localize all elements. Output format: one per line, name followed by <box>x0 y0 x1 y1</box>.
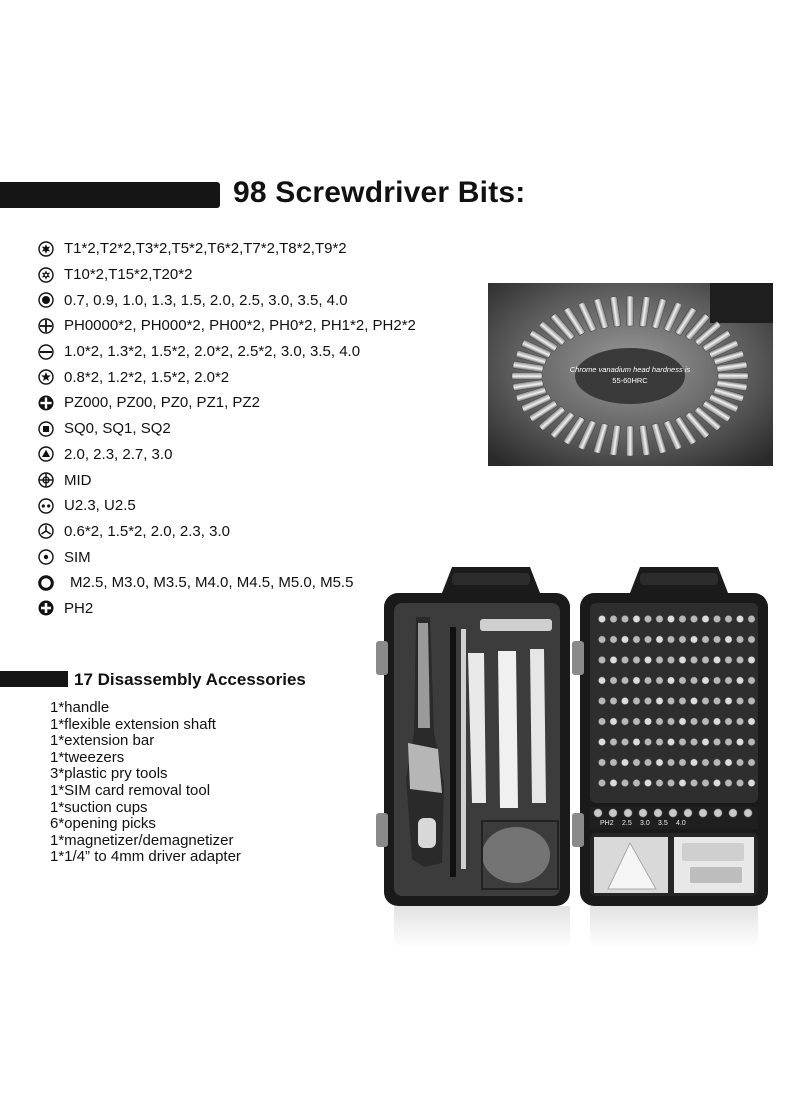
grid-bit <box>598 677 605 684</box>
tray-bit <box>744 809 752 817</box>
tray-label-4-0: 4.0 <box>676 820 686 827</box>
tray-bit <box>729 809 737 817</box>
ring-bit <box>718 373 748 380</box>
case-right-half <box>572 567 768 906</box>
grid-bit <box>610 779 617 786</box>
grid-bit <box>679 738 686 745</box>
sim-icon <box>38 549 54 565</box>
tray-bit <box>624 809 632 817</box>
list-item: 1*flexible extension shaft <box>50 715 216 733</box>
grid-bit <box>702 779 709 786</box>
grid-bit <box>736 636 743 643</box>
grid-bit <box>633 677 640 684</box>
grid-bit <box>598 738 605 745</box>
tray-bit <box>609 809 617 817</box>
list-item: 6*opening picks <box>50 815 156 833</box>
grid-bit <box>690 759 697 766</box>
grid-bit <box>598 697 605 704</box>
list-item: MID <box>38 467 416 493</box>
grid-bit <box>702 656 709 663</box>
list-item: T1*2,T2*2,T3*2,T5*2,T6*2,T7*2,T8*2,T9*2 <box>38 236 416 262</box>
grid-bit <box>748 697 755 704</box>
grid-bit <box>702 697 709 704</box>
list-item: PH2 <box>38 596 416 622</box>
bits-title: 98 Screwdriver Bits: <box>233 176 526 209</box>
list-item: 1*suction cups <box>50 798 148 816</box>
torx-hole-icon <box>38 267 54 283</box>
grid-bit <box>667 677 674 684</box>
slotted-icon <box>38 344 54 360</box>
grid-bit <box>725 677 732 684</box>
grid-bit <box>656 718 663 725</box>
grid-bit <box>690 779 697 786</box>
grid-bit <box>621 636 628 643</box>
grid-bit <box>644 697 651 704</box>
list-item: 1*extension bar <box>50 732 155 750</box>
grid-bit <box>621 779 628 786</box>
tray-bit <box>714 809 722 817</box>
tray-bit <box>594 809 602 817</box>
tray-label-3-5: 3.5 <box>658 820 668 827</box>
grid-bit <box>667 697 674 704</box>
u-type-icon <box>38 498 54 514</box>
grid-bit <box>656 677 663 684</box>
hex-icon <box>38 292 54 308</box>
grid-bit <box>713 697 720 704</box>
grid-bit <box>690 677 697 684</box>
grid-bit <box>621 718 628 725</box>
grid-bit <box>656 656 663 663</box>
hardness-caption-line1: Chrome vanadium head hardness is <box>569 365 691 374</box>
grid-bit <box>621 677 628 684</box>
list-item: 0.8*2, 1.2*2, 1.5*2, 2.0*2 <box>38 364 416 390</box>
grid-bit <box>633 759 640 766</box>
list-item: SQ0, SQ1, SQ2 <box>38 416 416 442</box>
grid-bit <box>748 656 755 663</box>
grid-bit <box>748 759 755 766</box>
grid-bit <box>679 759 686 766</box>
grid-bit <box>725 656 732 663</box>
grid-bit <box>690 656 697 663</box>
list-item: SIM <box>38 544 416 570</box>
list-item: 1*handle <box>50 699 110 716</box>
mid-icon <box>38 472 54 488</box>
grid-bit <box>736 759 743 766</box>
tray-label-ph2: PH2 <box>600 820 614 827</box>
grid-bit <box>667 615 674 622</box>
grid-bit <box>725 779 732 786</box>
pentalobe-icon <box>38 369 54 385</box>
grid-bit <box>656 697 663 704</box>
grid-bit <box>748 615 755 622</box>
accessories-title: 17 Disassembly Accessories <box>74 670 306 689</box>
grid-bit <box>725 615 732 622</box>
bits-ring-photo <box>488 283 773 466</box>
grid-bit <box>748 738 755 745</box>
grid-bit <box>667 636 674 643</box>
grid-bit <box>713 677 720 684</box>
grid-bit <box>736 615 743 622</box>
grid-bit <box>713 779 720 786</box>
grid-bit <box>633 656 640 663</box>
case-left-half <box>376 567 570 906</box>
ph2-cross-icon <box>38 600 54 616</box>
grid-bit <box>656 779 663 786</box>
list-item: 1*tweezers <box>50 748 125 766</box>
grid-bit <box>667 656 674 663</box>
grid-bit <box>644 718 651 725</box>
tray-label-2-5: 2.5 <box>622 820 632 827</box>
grid-bit <box>656 636 663 643</box>
grid-bit <box>713 718 720 725</box>
grid-bit <box>621 738 628 745</box>
grid-bit <box>621 697 628 704</box>
grid-bit <box>610 636 617 643</box>
grid-bit <box>598 759 605 766</box>
list-item: 1.0*2, 1.3*2, 1.5*2, 2.0*2, 2.5*2, 3.0, 3.5, 4.0 <box>38 339 416 365</box>
grid-bit <box>679 615 686 622</box>
grid-bit <box>656 759 663 766</box>
grid-bit <box>610 738 617 745</box>
list-item: T10*2,T15*2,T20*2 <box>38 262 416 288</box>
list-item: 1*SIM card removal tool <box>50 781 211 799</box>
case-photo <box>372 563 768 948</box>
grid-bit <box>736 697 743 704</box>
grid-bit <box>644 615 651 622</box>
grid-bit <box>690 615 697 622</box>
grid-bit <box>610 718 617 725</box>
grid-bit <box>633 779 640 786</box>
grid-bit <box>713 656 720 663</box>
grid-bit <box>667 759 674 766</box>
list-item: 0.7, 0.9, 1.0, 1.3, 1.5, 2.0, 2.5, 3.0, 3.5, 4.0 <box>38 287 416 313</box>
grid-bit <box>748 718 755 725</box>
square-icon <box>38 421 54 437</box>
grid-bit <box>679 779 686 786</box>
torx-icon <box>38 241 54 257</box>
tray-bit <box>669 809 677 817</box>
grid-bit <box>713 636 720 643</box>
grid-bit <box>644 738 651 745</box>
grid-bit <box>736 718 743 725</box>
grid-bit <box>644 636 651 643</box>
pozidriv-icon <box>38 395 54 411</box>
accessories-list <box>50 700 241 866</box>
list-item: PZ000, PZ00, PZ0, PZ1, PZ2 <box>38 390 416 416</box>
grid-bit <box>725 759 732 766</box>
grid-bit <box>610 656 617 663</box>
tray-bit <box>639 809 647 817</box>
y-type-icon <box>38 523 54 539</box>
grid-bit <box>690 697 697 704</box>
grid-bit <box>748 779 755 786</box>
grid-bit <box>679 636 686 643</box>
bits-list <box>38 236 416 621</box>
list-item: 0.6*2, 1.5*2, 2.0, 2.3, 3.0 <box>38 519 416 545</box>
grid-bit <box>702 759 709 766</box>
grid-bit <box>633 615 640 622</box>
grid-bit <box>679 718 686 725</box>
section-bar-bits <box>0 182 220 208</box>
grid-bit <box>667 738 674 745</box>
ring-bit <box>512 373 542 380</box>
grid-bit <box>736 738 743 745</box>
grid-bit <box>667 779 674 786</box>
grid-bit <box>656 615 663 622</box>
grid-bit <box>610 615 617 622</box>
triangle-icon <box>38 446 54 462</box>
grid-bit <box>679 697 686 704</box>
grid-bit <box>621 615 628 622</box>
grid-bit <box>679 656 686 663</box>
list-item: 2.0, 2.3, 2.7, 3.0 <box>38 442 416 468</box>
grid-bit <box>736 779 743 786</box>
ring-bit <box>627 426 634 456</box>
grid-bit <box>610 677 617 684</box>
grid-bit <box>621 759 628 766</box>
list-item: U2.3, U2.5 <box>38 493 416 519</box>
grid-bit <box>633 636 640 643</box>
grid-bit <box>690 636 697 643</box>
grid-bit <box>736 677 743 684</box>
section-bar-accessories <box>0 671 68 687</box>
grid-bit <box>690 738 697 745</box>
grid-bit <box>702 636 709 643</box>
grid-bit <box>633 738 640 745</box>
list-item: 3*plastic pry tools <box>50 765 168 783</box>
grid-bit <box>644 656 651 663</box>
grid-bit <box>713 615 720 622</box>
grid-bit <box>667 718 674 725</box>
grid-bit <box>748 636 755 643</box>
grid-bit <box>644 779 651 786</box>
grid-bit <box>690 718 697 725</box>
tray-bit <box>684 809 692 817</box>
grid-bit <box>656 738 663 745</box>
nut-driver-icon <box>38 575 54 591</box>
list-item: 1*magnetizer/demagnetizer <box>50 831 234 849</box>
grid-bit <box>598 718 605 725</box>
hardness-caption-line2: 55-60HRC <box>612 376 648 385</box>
grid-bit <box>725 738 732 745</box>
grid-bit <box>610 697 617 704</box>
grid-bit <box>713 759 720 766</box>
grid-bit <box>725 636 732 643</box>
grid-bit <box>598 656 605 663</box>
grid-bit <box>610 759 617 766</box>
grid-bit <box>598 636 605 643</box>
list-item: 1*1/4” to 4mm driver adapter <box>50 848 241 866</box>
grid-bit <box>702 738 709 745</box>
tray-bit <box>654 809 662 817</box>
grid-bit <box>621 656 628 663</box>
grid-bit <box>702 718 709 725</box>
grid-bit <box>598 779 605 786</box>
grid-bit <box>713 738 720 745</box>
tray-bit <box>699 809 707 817</box>
grid-bit <box>702 677 709 684</box>
grid-bit <box>633 697 640 704</box>
list-item: M2.5, M3.0, M3.5, M4.0, M4.5, M5.0, M5.5 <box>38 570 416 596</box>
grid-bit <box>598 615 605 622</box>
tray-label-3-0: 3.0 <box>640 820 650 827</box>
ring-bit <box>627 296 634 326</box>
grid-bit <box>725 718 732 725</box>
grid-bit <box>633 718 640 725</box>
list-item: PH0000*2, PH000*2, PH00*2, PH0*2, PH1*2, PH2*2 <box>38 313 416 339</box>
grid-bit <box>644 759 651 766</box>
phillips-icon <box>38 318 54 334</box>
grid-bit <box>725 697 732 704</box>
grid-bit <box>644 677 651 684</box>
grid-bit <box>748 677 755 684</box>
grid-bit <box>736 656 743 663</box>
grid-bit <box>679 677 686 684</box>
grid-bit <box>702 615 709 622</box>
